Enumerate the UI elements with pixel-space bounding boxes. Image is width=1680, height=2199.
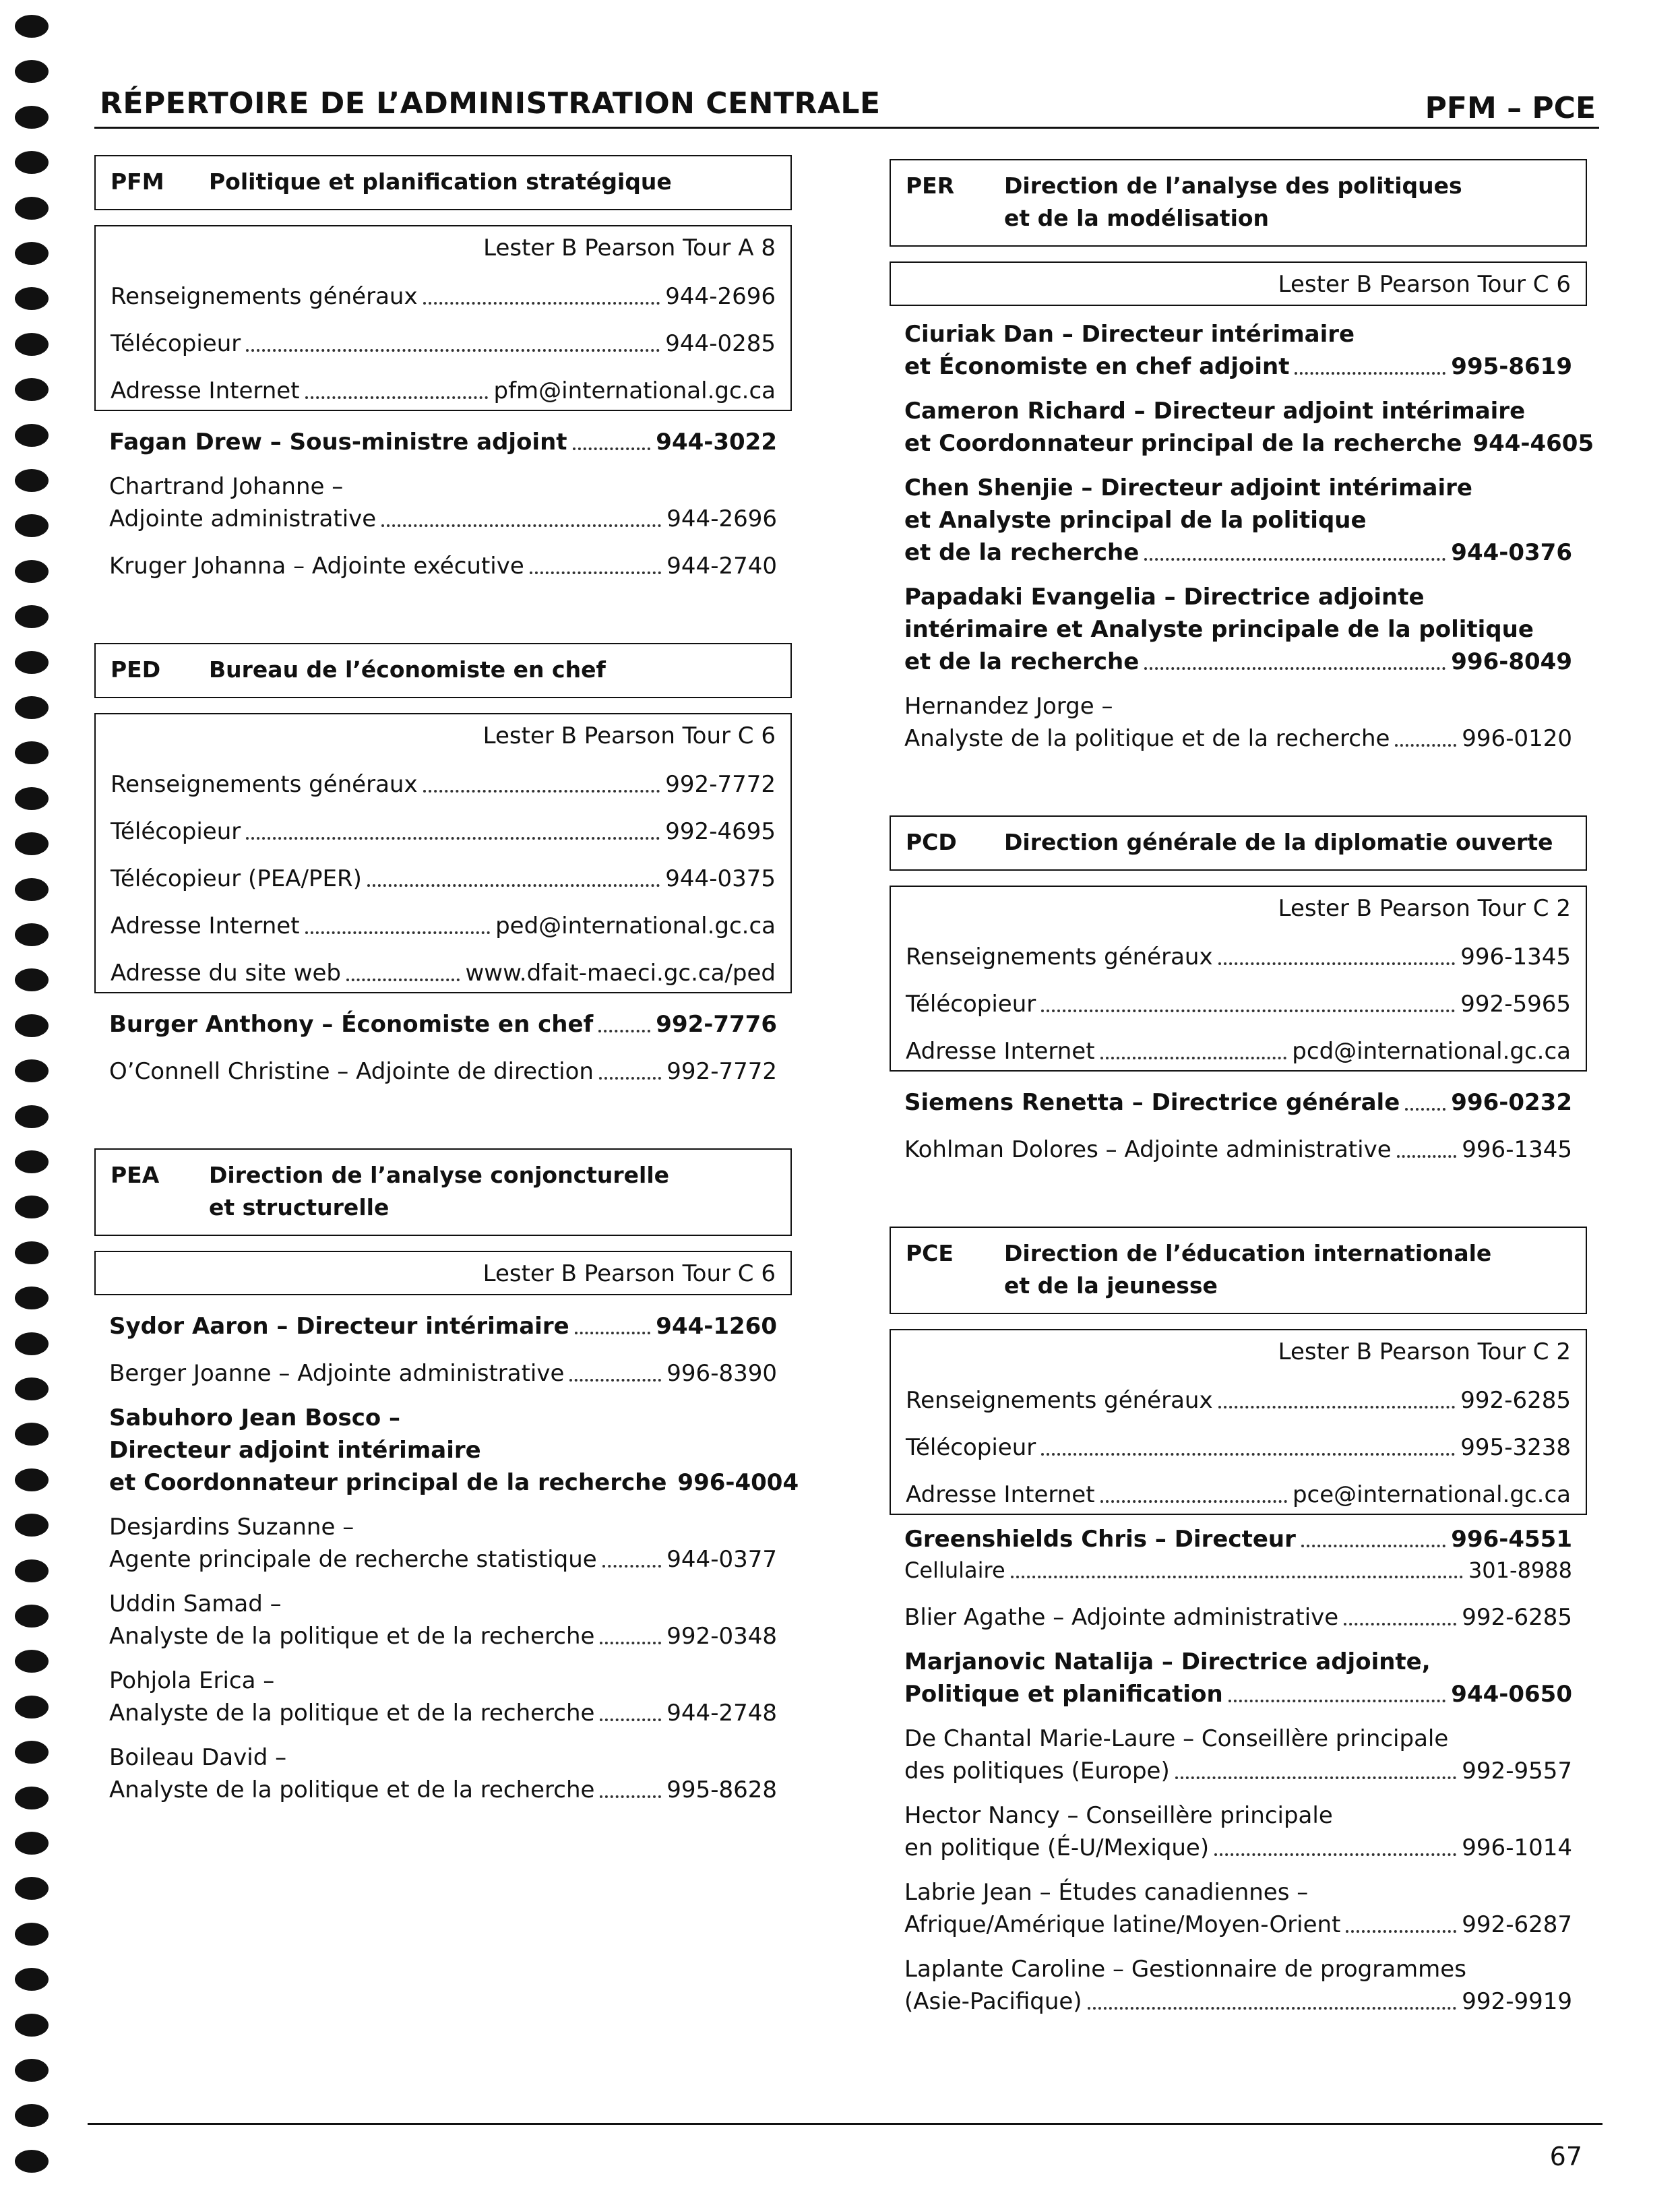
info-value: pfm@international.gc.ca (493, 377, 776, 404)
info-value: www.dfait-maeci.gc.ca/ped (465, 960, 776, 987)
info-row (906, 973, 1571, 1020)
person-phone: 992-7772 (666, 1058, 777, 1085)
binding-hole (15, 1514, 49, 1537)
binding-holes (15, 0, 55, 2199)
binding-hole (15, 106, 49, 129)
section-name-line2: et structurelle (209, 1194, 390, 1220)
person-title: et Coordonnateur principal de la recherche (109, 1469, 667, 1496)
page-title: RÉPERTOIRE DE L’ADMINISTRATION CENTRALE (100, 86, 881, 121)
person-entry (904, 1072, 1572, 1119)
section-name: Direction de l’analyse des politiques (1004, 173, 1462, 199)
info-value: 944-2696 (665, 283, 776, 310)
info-value: pce@international.gc.ca (1292, 1481, 1571, 1508)
person-name: Marjanovic Natalija – Directrice adjointe, (904, 1648, 1431, 1675)
person-name: Papadaki Evangelia – Directrice adjointe (904, 584, 1425, 611)
info-label: Adresse Internet (111, 377, 300, 404)
person-name: Hector Nancy – Conseillère principale (904, 1802, 1333, 1829)
info-label: Télécopieur (PEA/PER) (111, 865, 362, 892)
person-phone: 996-1014 (1462, 1834, 1572, 1861)
section-title-pcd (890, 815, 1587, 871)
info-label: Renseignements généraux (906, 943, 1213, 970)
info-box-pfm (94, 225, 792, 411)
section-code: PEA (111, 1162, 160, 1188)
person-phone: 992-6287 (1462, 1911, 1572, 1938)
person-entry (109, 1665, 777, 1729)
binding-hole (15, 1468, 49, 1491)
person-title: et Coordonnateur principal de la recherche (904, 430, 1462, 457)
person-entry (109, 535, 777, 582)
binding-hole (15, 469, 49, 492)
info-value: 992-4695 (665, 818, 776, 845)
info-row (111, 753, 776, 801)
person-name: Fagan Drew – Sous-ministre adjoint (109, 429, 567, 456)
person-name: Ciuriak Dan – Directeur intérimaire (904, 321, 1355, 348)
binding-hole (15, 1741, 49, 1764)
cell-phone: 301-8988 (1468, 1557, 1572, 1583)
person-phone: 996-8390 (666, 1360, 777, 1387)
binding-hole (15, 1968, 49, 1991)
info-label: Adresse Internet (111, 912, 300, 939)
section-title-pea (94, 1148, 792, 1236)
person-entry (904, 1586, 1572, 1634)
left-column (94, 155, 799, 1806)
person-name: Kruger Johanna – Adjointe exécutive (109, 553, 524, 580)
section-title-per (890, 159, 1587, 247)
section-title-ped (94, 643, 792, 698)
person-name: Cameron Richard – Directeur adjoint intérimaire (904, 398, 1526, 425)
binding-hole (15, 2014, 49, 2037)
info-box-pea (94, 1251, 792, 1295)
info-value: 944-0375 (665, 865, 776, 892)
info-label: Adresse Internet (906, 1481, 1095, 1508)
section-name: Direction de l’éducation internationale (1004, 1240, 1492, 1266)
person-phone: 992-7776 (656, 1011, 777, 1038)
info-row (111, 360, 776, 407)
person-title: Analyste de la politique et de la recherche (109, 1700, 595, 1727)
info-value: pcd@international.gc.ca (1292, 1038, 1571, 1065)
binding-hole (15, 787, 49, 810)
binding-hole (15, 968, 49, 991)
binding-hole (15, 1696, 49, 1718)
person-phone: 944-2748 (666, 1700, 777, 1727)
person-phone: 996-0120 (1462, 725, 1572, 752)
person-name: Chen Shenjie – Directeur adjoint intérimaire (904, 474, 1472, 501)
person-name: Pohjola Erica – (109, 1667, 275, 1694)
binding-hole (15, 151, 49, 174)
person-phone: 992-9557 (1462, 1758, 1572, 1785)
section-code: PCE (906, 1240, 954, 1266)
people-list-ped (94, 993, 792, 1088)
person-entry (904, 581, 1572, 678)
info-value: ped@international.gc.ca (495, 912, 776, 939)
binding-hole (15, 1014, 49, 1037)
binding-hole (15, 1377, 49, 1400)
binding-hole (15, 2059, 49, 2082)
binding-hole (15, 1241, 49, 1264)
person-title: Politique et planification (904, 1681, 1223, 1708)
person-name: Labrie Jean – Études canadiennes – (904, 1879, 1309, 1906)
binding-hole (15, 1877, 49, 1900)
info-value: 992-5965 (1460, 991, 1571, 1018)
person-phone: 995-8628 (666, 1776, 777, 1803)
person-phone: 944-3022 (656, 429, 777, 456)
person-title: intérimaire et Analyste principale de la politique (904, 616, 1534, 643)
person-entry (109, 1041, 777, 1088)
info-row (906, 1417, 1571, 1464)
section-name: Direction de l’analyse conjoncturelle (209, 1162, 670, 1188)
info-value: 992-6285 (1460, 1387, 1571, 1414)
person-title: et Analyste principal de la politique (904, 507, 1367, 534)
info-value: 996-1345 (1460, 943, 1571, 970)
section-code: PER (906, 173, 955, 199)
person-title: Adjointe administrative (109, 505, 377, 532)
info-row (111, 942, 776, 989)
person-name: Hernandez Jorge – (904, 693, 1113, 720)
person-phone: 944-1260 (656, 1313, 777, 1340)
section-name-line2: et de la jeunesse (1004, 1272, 1218, 1299)
page-range: PFM – PCE (1425, 91, 1596, 125)
info-row (111, 266, 776, 313)
binding-hole (15, 197, 49, 220)
binding-hole (15, 333, 49, 356)
people-list-pcd (890, 1072, 1587, 1166)
person-phone: 996-4004 (677, 1469, 799, 1496)
person-phone: 944-0650 (1451, 1681, 1572, 1708)
person-name: Sydor Aaron – Directeur intérimaire (109, 1313, 569, 1340)
binding-hole (15, 287, 49, 310)
location: Lester B Pearson Tour C 6 (483, 1260, 776, 1287)
person-name: Blier Agathe – Adjointe administrative (904, 1604, 1339, 1631)
person-name: Burger Anthony – Économiste en chef (109, 1011, 594, 1038)
person-phone: 996-8049 (1451, 648, 1572, 675)
binding-hole (15, 1287, 49, 1309)
person-title: Afrique/Amérique latine/Moyen-Orient (904, 1911, 1341, 1938)
binding-hole (15, 15, 49, 38)
person-name: Uddin Samad – (109, 1590, 282, 1617)
person-phone: 992-6285 (1462, 1604, 1572, 1631)
info-row (906, 926, 1571, 973)
binding-hole (15, 1059, 49, 1082)
person-entry (109, 1295, 777, 1342)
person-entry (904, 690, 1572, 755)
person-entry (109, 1741, 777, 1806)
person-phone: 992-0348 (666, 1623, 777, 1650)
info-box-pce (890, 1329, 1587, 1515)
person-entry (904, 472, 1572, 569)
cell-label: Cellulaire (904, 1557, 1005, 1583)
location: Lester B Pearson Tour C 6 (483, 722, 776, 749)
person-name: Chartrand Johanne – (109, 473, 344, 500)
info-box-pcd (890, 886, 1587, 1072)
section-code: PCD (906, 829, 957, 855)
info-label: Télécopieur (111, 330, 241, 357)
person-name: Greenshields Chris – Directeur (904, 1526, 1296, 1553)
binding-hole (15, 514, 49, 537)
info-row (111, 848, 776, 895)
info-value: 944-0285 (665, 330, 776, 357)
person-phone: 944-0376 (1451, 539, 1572, 566)
binding-hole (15, 878, 49, 901)
person-name: Boileau David – (109, 1744, 287, 1771)
binding-hole (15, 605, 49, 628)
info-label: Renseignements généraux (111, 283, 418, 310)
info-row (111, 895, 776, 942)
person-phone: 996-1345 (1462, 1136, 1572, 1163)
info-row (906, 1020, 1571, 1067)
person-entry (904, 1799, 1572, 1864)
binding-hole (15, 1559, 49, 1582)
person-title: des politiques (Europe) (904, 1758, 1170, 1785)
binding-hole (15, 1832, 49, 1855)
binding-hole (15, 242, 49, 265)
binding-hole (15, 1332, 49, 1355)
location: Lester B Pearson Tour C 2 (1278, 895, 1571, 922)
person-title: (Asie-Pacifique) (904, 1988, 1082, 2015)
person-title: et de la recherche (904, 648, 1140, 675)
person-entry (109, 1342, 777, 1390)
person-title: et Économiste en chef adjoint (904, 353, 1290, 380)
binding-hole (15, 60, 49, 83)
person-name: Kohlman Dolores – Adjointe administrative (904, 1136, 1392, 1163)
binding-hole (15, 696, 49, 719)
info-label: Télécopieur (906, 1434, 1036, 1461)
people-list-per (890, 318, 1594, 755)
section-code: PED (111, 656, 161, 683)
binding-hole (15, 1196, 49, 1218)
cell-row (904, 1555, 1572, 1586)
person-title: Analyste de la politique et de la recherche (109, 1776, 595, 1803)
section-title-pfm (94, 155, 792, 210)
people-list-pfm (94, 411, 792, 582)
info-label: Renseignements généraux (111, 771, 418, 798)
person-title: Agente principale de recherche statistique (109, 1546, 597, 1573)
binding-hole (15, 2104, 49, 2127)
people-list-pea (94, 1295, 799, 1806)
info-box-per (890, 261, 1587, 306)
person-title: Directeur adjoint intérimaire (109, 1437, 481, 1464)
person-title: Analyste de la politique et de la recherche (904, 725, 1390, 752)
binding-hole (15, 2150, 49, 2173)
person-entry (904, 1646, 1572, 1710)
section-name: Bureau de l’économiste en chef (209, 656, 606, 683)
person-phone: 944-2740 (666, 553, 777, 580)
person-entry (904, 318, 1572, 383)
person-name: Berger Joanne – Adjointe administrative (109, 1360, 565, 1387)
person-phone: 996-4551 (1451, 1526, 1572, 1553)
binding-hole (15, 741, 49, 764)
person-title: en politique (É-U/Mexique) (904, 1834, 1210, 1861)
section-name: Direction générale de la diplomatie ouverte (1004, 829, 1553, 855)
person-phone: 995-8619 (1451, 353, 1572, 380)
info-label: Renseignements généraux (906, 1387, 1213, 1414)
location: Lester B Pearson Tour C 6 (1278, 271, 1571, 298)
info-row (111, 801, 776, 848)
info-row (906, 1369, 1571, 1417)
section-code: PFM (111, 168, 164, 195)
section-name-line2: et de la modélisation (1004, 205, 1270, 231)
info-label: Télécopieur (111, 818, 241, 845)
location: Lester B Pearson Tour A 8 (483, 235, 776, 261)
binding-hole (15, 378, 49, 401)
binding-hole (15, 424, 49, 447)
person-entry (109, 1402, 799, 1499)
section-name: Politique et planification stratégique (209, 168, 672, 195)
binding-hole (15, 1923, 49, 1946)
binding-hole (15, 1423, 49, 1446)
info-row (906, 1464, 1571, 1511)
section-title-pce (890, 1227, 1587, 1314)
person-entry (904, 1876, 1572, 1941)
person-title: et de la recherche (904, 539, 1140, 566)
person-entry (109, 993, 777, 1041)
info-label: Adresse Internet (906, 1038, 1095, 1065)
info-label: Adresse du site web (111, 960, 342, 987)
binding-hole (15, 1150, 49, 1173)
binding-hole (15, 651, 49, 674)
right-column (890, 159, 1594, 2018)
binding-hole (15, 832, 49, 855)
person-phone: 996-0232 (1451, 1089, 1572, 1116)
person-entry (109, 411, 777, 458)
binding-hole (15, 1787, 49, 1809)
people-list-pce (890, 1515, 1587, 2018)
binding-hole (15, 1650, 49, 1673)
person-name: Laplante Caroline – Gestionnaire de programmes (904, 1956, 1466, 1983)
binding-hole (15, 1605, 49, 1628)
binding-hole (15, 560, 49, 583)
person-entry (109, 1511, 777, 1576)
person-entry (904, 395, 1594, 460)
person-phone: 944-4605 (1472, 430, 1594, 457)
director-entry (904, 1515, 1572, 1555)
person-name: De Chantal Marie-Laure – Conseillère principale (904, 1725, 1449, 1752)
person-entry (904, 1953, 1572, 2018)
info-value: 992-7772 (665, 771, 776, 798)
person-phone: 944-0377 (666, 1546, 777, 1573)
info-label: Télécopieur (906, 991, 1036, 1018)
person-name: Desjardins Suzanne – (109, 1514, 354, 1541)
person-entry (109, 470, 777, 535)
person-name: O’Connell Christine – Adjointe de direction (109, 1058, 594, 1085)
person-entry (904, 1723, 1572, 1787)
info-row (111, 313, 776, 360)
person-entry (904, 1119, 1572, 1166)
header-rule (94, 127, 1599, 129)
footer-rule (88, 2123, 1603, 2125)
person-name: Sabuhoro Jean Bosco – (109, 1404, 401, 1431)
person-title: Analyste de la politique et de la recherche (109, 1623, 595, 1650)
binding-hole (15, 923, 49, 946)
page-number: 67 (1549, 2142, 1582, 2171)
person-entry (109, 1588, 777, 1652)
person-phone: 944-2696 (666, 505, 777, 532)
binding-hole (15, 1105, 49, 1128)
location: Lester B Pearson Tour C 2 (1278, 1338, 1571, 1365)
person-phone: 992-9919 (1462, 1988, 1572, 2015)
info-box-ped (94, 713, 792, 993)
person-name: Siemens Renetta – Directrice générale (904, 1089, 1400, 1116)
info-value: 995-3238 (1460, 1434, 1571, 1461)
